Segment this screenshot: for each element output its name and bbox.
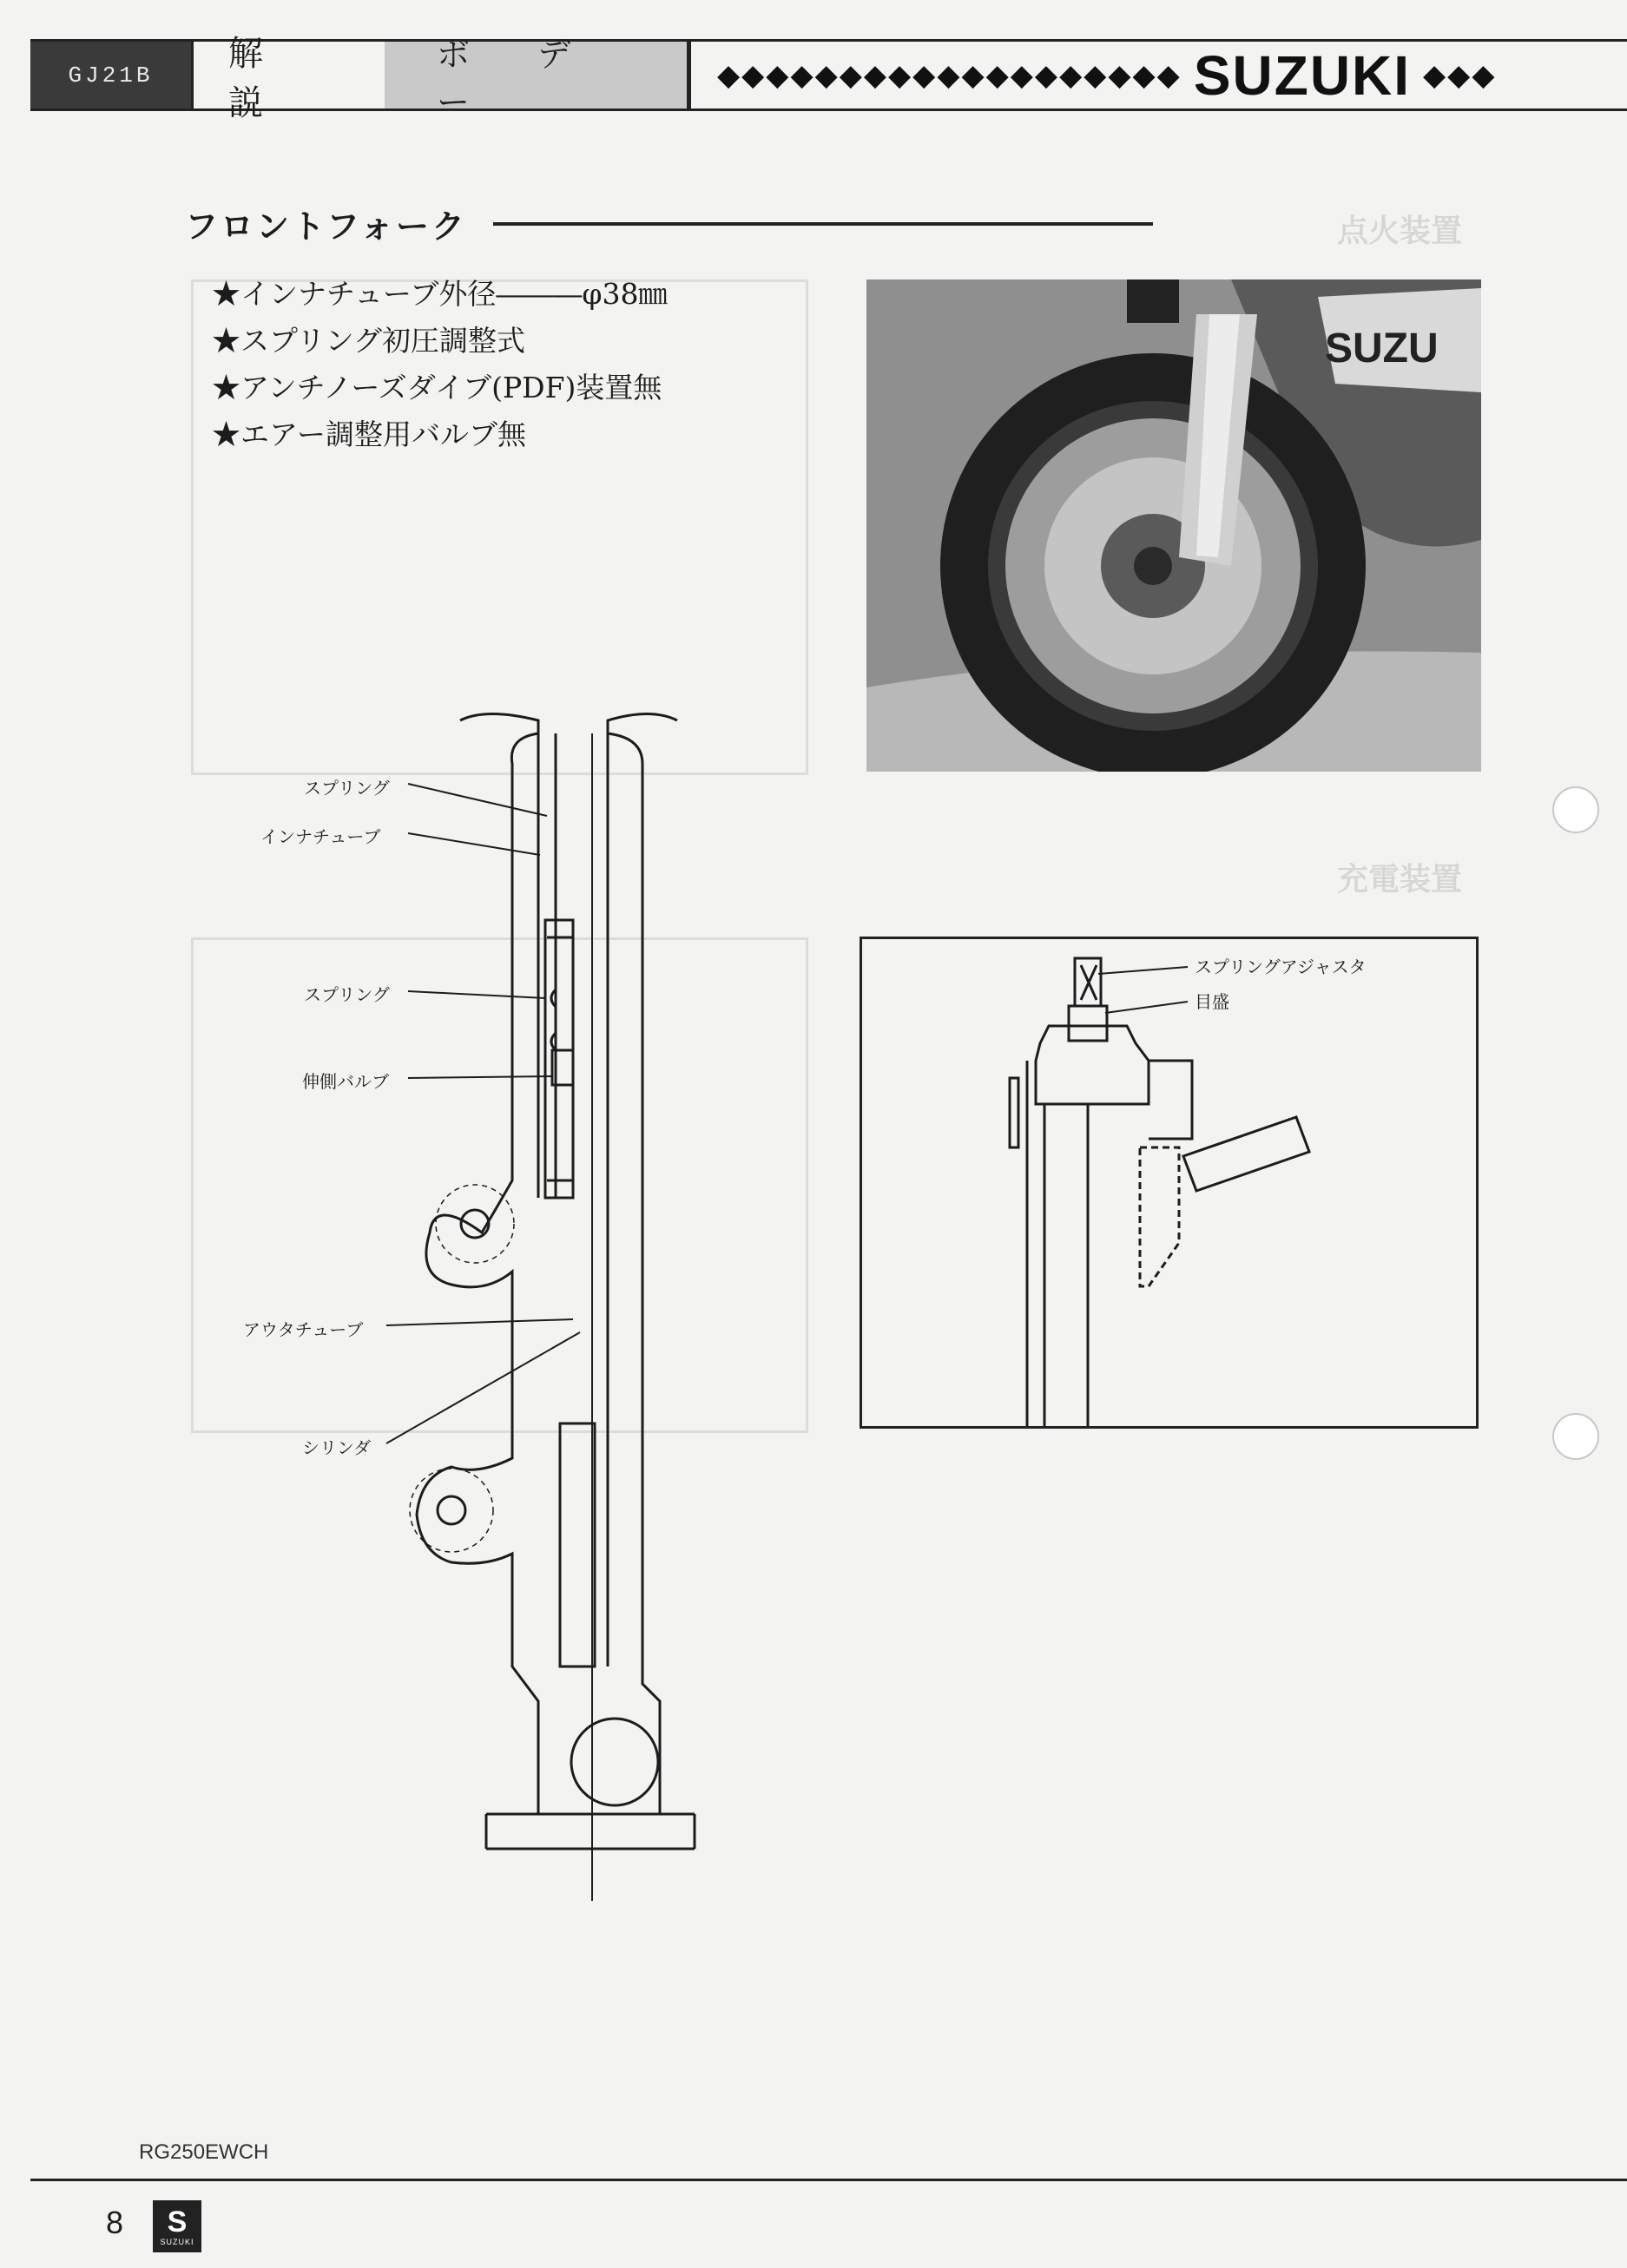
callout-inner-tube: インナチューブ bbox=[260, 826, 381, 847]
diamond-row-tail: ◆◆◆ bbox=[1423, 57, 1497, 93]
ghost-heading-ignition: 点火装置 bbox=[1337, 214, 1463, 249]
suzuki-logo bbox=[153, 2200, 201, 2252]
model-code: GJ21B bbox=[30, 42, 191, 108]
ghost-heading-charging: 充電装置 bbox=[1337, 862, 1463, 897]
brand-logo-text: SUZUKI bbox=[1193, 43, 1412, 107]
callout-spring-lower: スプリング bbox=[304, 984, 390, 1005]
spec-item: ★スプリング初圧調整式 bbox=[212, 324, 526, 358]
footer-model-code: RG250EWCH bbox=[139, 2140, 269, 2164]
spec-item: ★アンチノーズダイブ(PDF)装置無 bbox=[212, 371, 662, 404]
spring-adjuster-detail-frame bbox=[860, 937, 1479, 1429]
logo-letter: S bbox=[167, 2206, 188, 2238]
section-title: フロントフォーク bbox=[185, 207, 467, 246]
spring-adjuster-drawing bbox=[862, 939, 1476, 1426]
binder-hole bbox=[1552, 1413, 1599, 1460]
callout-outer-tube: アウタチューブ bbox=[243, 1319, 364, 1340]
header-section-name: ボデー bbox=[385, 42, 687, 108]
callout-cylinder: シリンダ bbox=[302, 1437, 372, 1458]
diamond-row: ◆◆◆◆◆◆◆◆◆◆◆◆◆◆◆◆◆◆◆ bbox=[717, 57, 1182, 93]
callout-spring-upper: スプリング bbox=[304, 778, 390, 799]
callout-scale-mark: 目盛 bbox=[1195, 991, 1229, 1012]
page-number: 8 bbox=[106, 2205, 124, 2240]
spec-item: ★インナチューブ外径―――φ38㎜ bbox=[212, 277, 668, 311]
binder-hole bbox=[1552, 786, 1599, 833]
header-kaisetsu: 解説 bbox=[228, 33, 315, 123]
callout-rebound-valve: 伸側バルブ bbox=[302, 1071, 389, 1092]
footer-rule bbox=[30, 2179, 1627, 2181]
logo-word: SUZUKI bbox=[160, 2238, 194, 2246]
spec-item: ★エアー調整用バルブ無 bbox=[212, 417, 527, 451]
callout-spring-adjuster: スプリングアジャスタ bbox=[1195, 957, 1367, 977]
fender-brand: SUZU bbox=[1325, 325, 1439, 371]
